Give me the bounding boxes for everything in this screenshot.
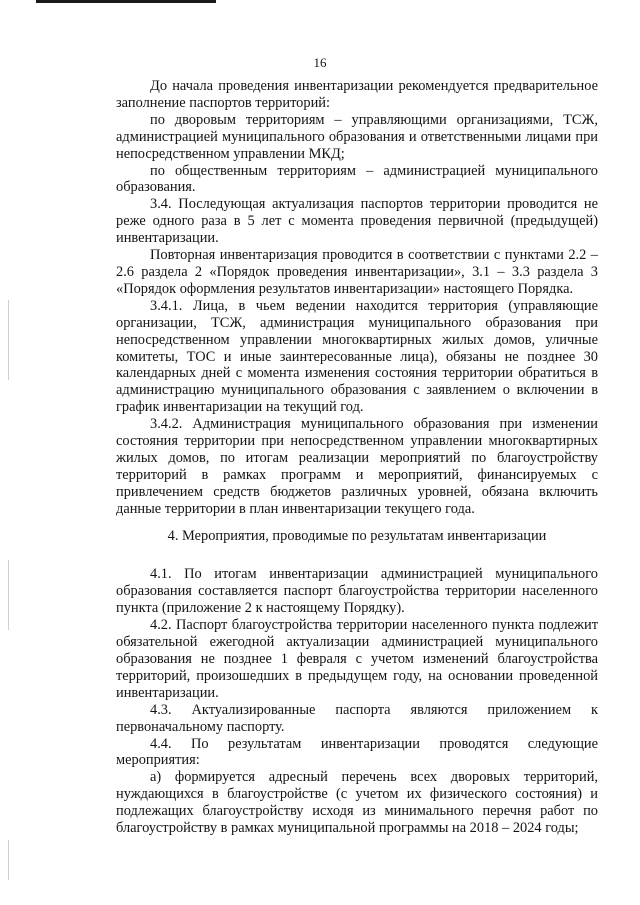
paragraph: 4.3. Актуализированные паспорта являются приложением к первоначальному паспорту. (116, 701, 598, 735)
spacer (116, 518, 598, 528)
paragraph: До начала проведения инвентаризации рекомендуется предварительное заполнение паспортов территорий: (116, 78, 598, 111)
spacer (116, 544, 598, 566)
paragraph: по общественным территориям – администрацией муниципального образования. (116, 162, 598, 196)
paragraph: 3.4. Последующая актуализация паспортов территории проводится не реже одного раза в 5 лет с момента проведения первичной (предыдущей) инвентаризации. (116, 196, 598, 247)
scan-edge-mark (8, 560, 9, 630)
paragraph: 3.4.1. Лица, в чьем ведении находится территория (управляющие организации, ТСЖ, администрация муниципального образования при непосредственном управлении многоквартирных жилых домов, уличные комитеты, ТОС и иные заинтересованные лица), обязаны не позднее 30 календарных дней с момента изменения состояния территории обратиться в администрацию муниципального образования с заявлением о включении в график инвентаризации на текущий год. (116, 297, 598, 416)
document-body (116, 78, 598, 837)
paragraph: 4.4. По результатам инвентаризации проводятся следующие мероприятия: (116, 735, 598, 769)
page-number: 16 (313, 55, 327, 70)
scan-edge-mark (8, 300, 9, 380)
paragraph: 4.2. Паспорт благоустройства территории населенного пункта подлежит обязательной ежегодной актуализации администрацией муниципального образования не позднее 1 февраля с учетом изменений благоустройства территорий, произошедших в предыдущем году, на основании проведенной инвентаризации. (116, 617, 598, 701)
paragraph: по дворовым территориям – управляющими организациями, ТСЖ, администрацией муниципального образования и ответственными лицами при непосредственном управлении МКД; (116, 111, 598, 162)
paragraph: Повторная инвентаризация проводится в соответствии с пунктами 2.2 – 2.6 раздела 2 «Порядок проведения инвентаризации», 3.1 – 3.3 раздела 3 «Порядок оформления результатов инвентаризации» настоящего Порядка. (116, 247, 598, 297)
scan-top-rule (36, 0, 216, 3)
section-heading: 4. Мероприятия, проводимые по результатам инвентаризации (167, 527, 547, 544)
paragraph: 4.1. По итогам инвентаризации администрацией муниципального образования составляется паспорт благоустройства территории населенного пункта (приложение 2 к настоящему Порядку). (116, 566, 598, 617)
paragraph: а) формируется адресный перечень всех дворовых территорий, нуждающихся в благоустройстве (с учетом их физического состояния) и подлежащих благоустройству исходя из минимального перечня работ по благоустройству в рамках муниципальной программы на 2018 – 2024 годы; (116, 769, 598, 837)
scan-edge-mark (8, 840, 9, 880)
paragraph: 3.4.2. Администрация муниципального образования при изменении состояния территории при непосредственном управлении многоквартирных жилых домов, по итогам реализации мероприятий по благоустройству территорий в рамках программ и мероприятий, финансируемых с привлечением средств бюджетов различных уровней, обязана включить данные территории в план инвентаризации текущего года. (116, 416, 598, 517)
